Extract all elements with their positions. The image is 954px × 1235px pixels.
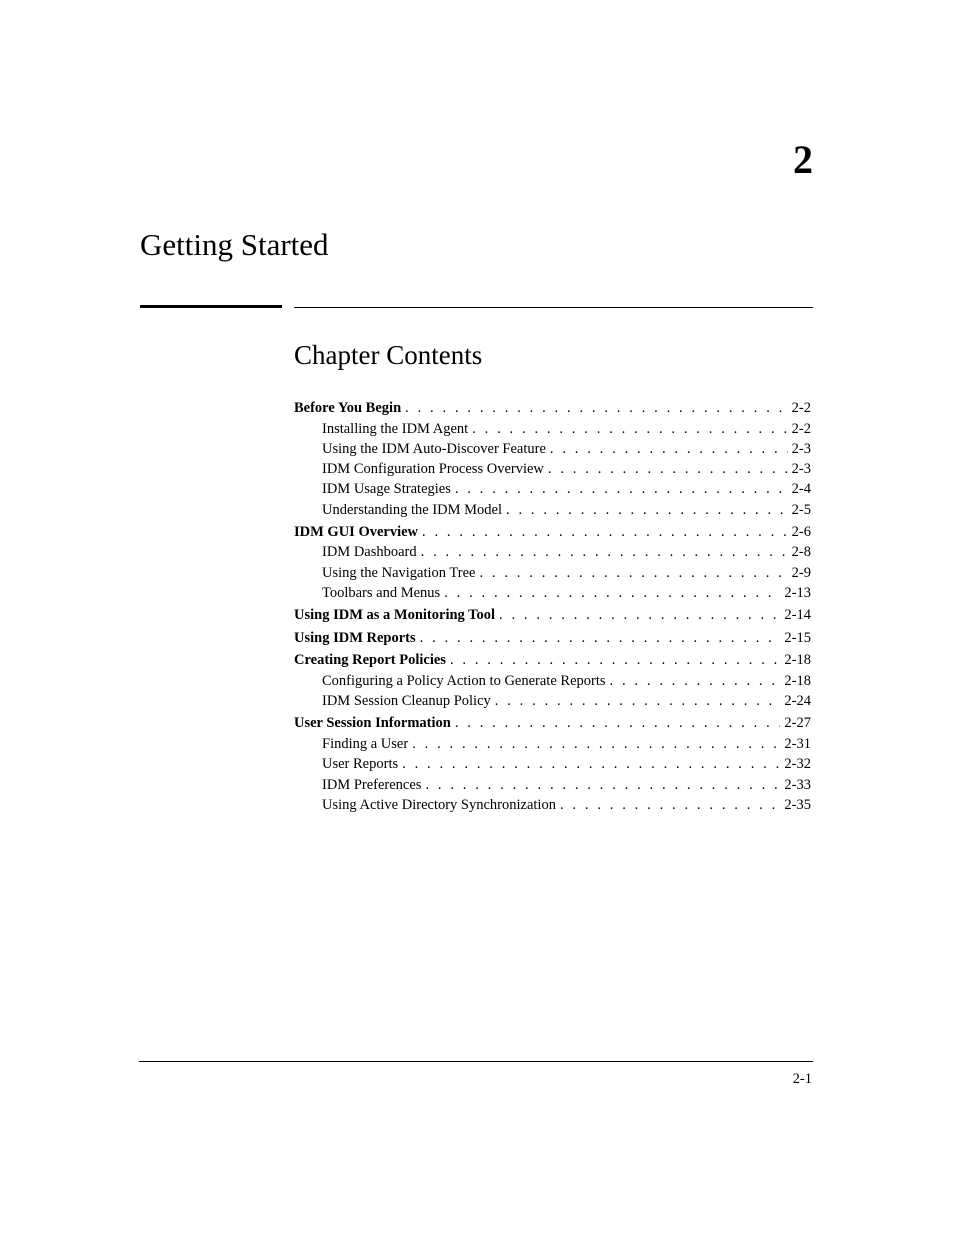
toc-entry-page: 2-2 <box>791 420 811 437</box>
chapter-rule-thick <box>140 305 282 308</box>
toc-entry-title: IDM Preferences <box>322 776 422 793</box>
toc-entry-title: Before You Begin <box>294 400 402 416</box>
toc-entry[interactable] <box>294 671 811 691</box>
toc-entry[interactable] <box>294 734 811 754</box>
toc-leader-dots <box>610 671 781 691</box>
toc-leader-dots <box>444 583 780 603</box>
toc-leader-dots <box>550 439 788 459</box>
toc-entry-title: Configuring a Policy Action to Generate Reports <box>322 672 606 689</box>
toc-entry-page: 2-18 <box>784 672 811 689</box>
toc-entry-title: Using Active Directory Synchronization <box>322 796 556 813</box>
toc-entry-page: 2-4 <box>791 481 811 498</box>
toc-entry-page: 2-6 <box>791 523 811 540</box>
toc-entry-title: IDM Session Cleanup Policy <box>322 693 491 710</box>
toc-entry[interactable] <box>294 439 811 459</box>
toc-entry-page: 2-18 <box>784 652 811 669</box>
toc-leader-dots <box>405 398 788 419</box>
toc-entry[interactable] <box>294 542 811 562</box>
toc-entry-title: Finding a User <box>322 735 409 752</box>
contents-heading: Chapter Contents <box>294 340 483 370</box>
toc-entry-page: 2-24 <box>784 693 811 710</box>
toc-leader-dots <box>472 419 787 439</box>
toc-entry[interactable] <box>294 628 811 649</box>
toc-leader-dots <box>421 542 788 562</box>
toc-entry[interactable] <box>294 754 811 774</box>
toc-entry-page: 2-27 <box>784 715 811 732</box>
toc-leader-dots <box>402 754 780 774</box>
toc-entry-page: 2-15 <box>784 629 811 646</box>
toc-entry-title: Creating Report Policies <box>294 652 446 669</box>
toc-leader-dots <box>495 691 781 711</box>
toc-entry-title: IDM GUI Overview <box>294 523 419 540</box>
toc-entry[interactable] <box>294 459 811 479</box>
chapter-number: 2 <box>793 137 813 182</box>
toc-entry-title: Toolbars and Menus <box>322 585 441 602</box>
toc-entry[interactable] <box>294 563 811 583</box>
toc-leader-dots <box>425 775 780 795</box>
toc-entry[interactable] <box>294 500 811 520</box>
toc-entry-title: Using the IDM Auto-Discover Feature <box>322 440 546 457</box>
toc-entry[interactable] <box>294 650 811 671</box>
table-of-contents <box>294 398 811 815</box>
toc-entry-page: 2-9 <box>791 564 811 581</box>
toc-entry-page: 2-32 <box>784 756 811 773</box>
page-number: 2-1 <box>792 1071 812 1087</box>
toc-entry-title: Installing the IDM Agent <box>322 420 469 437</box>
toc-entry[interactable] <box>294 713 811 734</box>
toc-leader-dots <box>420 628 781 649</box>
toc-entry[interactable] <box>294 522 811 543</box>
toc-leader-dots <box>548 459 788 479</box>
toc-entry-title: Using IDM Reports <box>294 629 416 646</box>
toc-entry-page: 2-35 <box>784 796 811 813</box>
footer-rule <box>139 1061 813 1062</box>
chapter-title: Getting Started <box>140 227 329 262</box>
toc-entry[interactable] <box>294 795 811 815</box>
toc-leader-dots <box>450 650 780 671</box>
toc-leader-dots <box>479 563 787 583</box>
toc-entry-title: IDM Usage Strategies <box>322 481 451 498</box>
toc-leader-dots <box>455 713 781 734</box>
toc-entry-title: User Reports <box>322 756 399 773</box>
toc-leader-dots <box>560 795 780 815</box>
toc-leader-dots <box>499 605 780 626</box>
toc-leader-dots <box>455 479 788 499</box>
toc-entry[interactable] <box>294 605 811 626</box>
toc-entry[interactable] <box>294 583 811 603</box>
toc-entry-title: IDM Dashboard <box>322 544 417 561</box>
toc-entry-page: 2-13 <box>784 585 811 602</box>
toc-entry[interactable] <box>294 479 811 499</box>
chapter-rule-thin <box>294 307 813 308</box>
toc-entry-page: 2-5 <box>791 501 811 518</box>
toc-entry-title: IDM Configuration Process Overview <box>322 461 544 478</box>
toc-entry-title: Using the Navigation Tree <box>322 564 476 581</box>
toc-leader-dots <box>506 500 788 520</box>
toc-leader-dots <box>422 522 788 543</box>
toc-entry-page: 2-14 <box>784 607 811 624</box>
toc-entry-page: 2-3 <box>791 461 811 478</box>
toc-entry-page: 2-33 <box>784 776 811 793</box>
toc-leader-dots <box>412 734 780 754</box>
toc-entry[interactable] <box>294 775 811 795</box>
toc-entry-title: Understanding the IDM Model <box>322 501 503 518</box>
toc-entry-title: User Session Information <box>294 715 451 732</box>
toc-entry-page: 2-2 <box>791 400 811 416</box>
toc-entry[interactable] <box>294 398 811 419</box>
toc-entry-page: 2-31 <box>784 735 811 752</box>
toc-entry-page: 2-3 <box>791 440 811 457</box>
toc-entry[interactable] <box>294 419 811 439</box>
toc-entry-title: Using IDM as a Monitoring Tool <box>294 607 496 624</box>
toc-entry-page: 2-8 <box>791 544 811 561</box>
toc-entry[interactable] <box>294 691 811 711</box>
